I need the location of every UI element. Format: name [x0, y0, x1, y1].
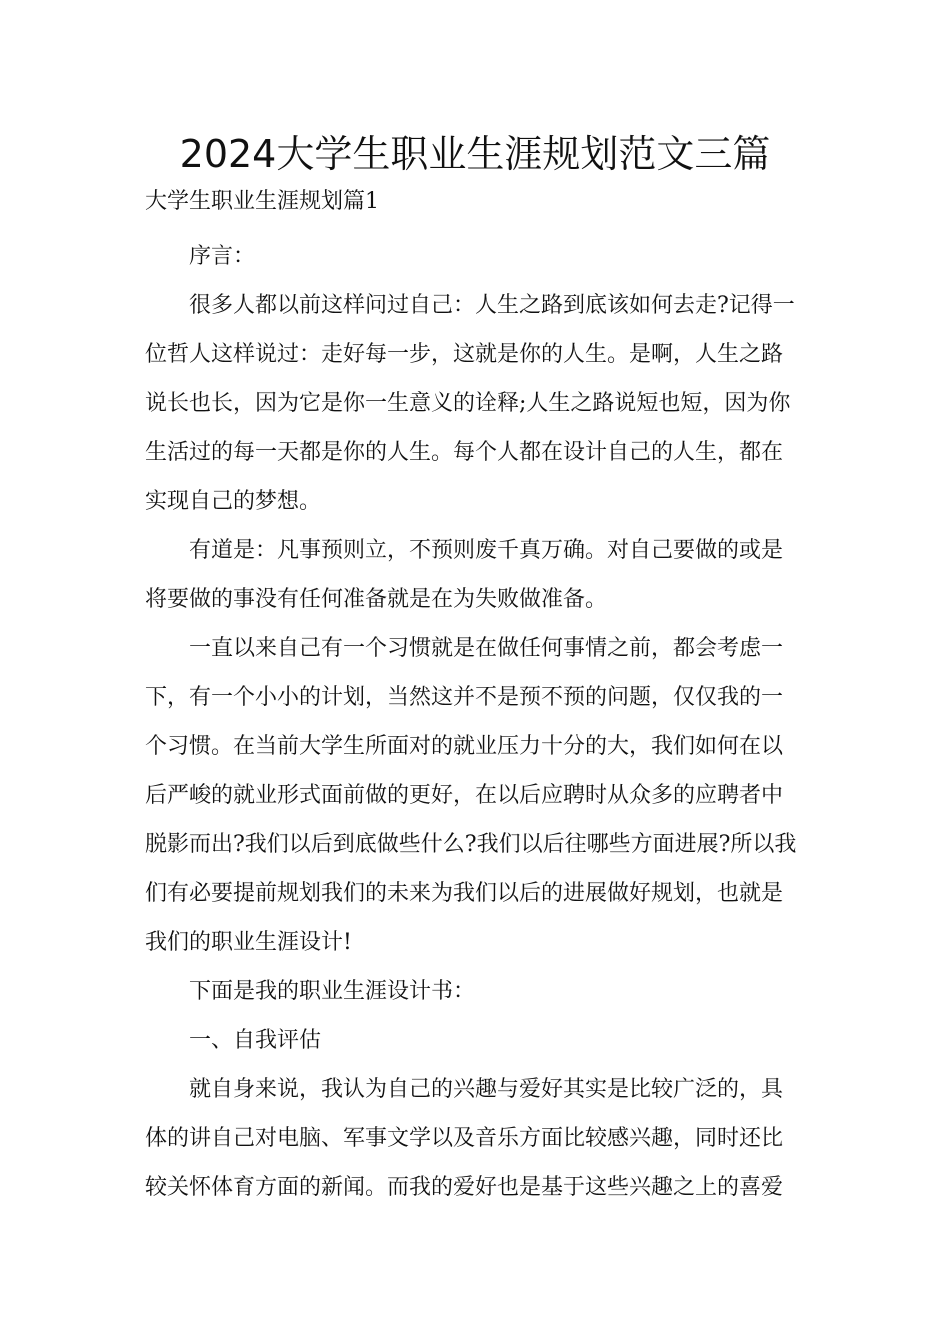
document-subtitle: 大学生职业生涯规划篇1 — [145, 189, 379, 214]
paragraph-line: 很多人都以前这样问过自己：人生之路到底该如何去走?记得一 — [189, 293, 795, 318]
document-title: 2024大学生职业生涯规划范文三篇 — [179, 132, 771, 176]
paragraph-preface-heading: 序言： — [189, 244, 256, 269]
document-body — [145, 232, 805, 1212]
paragraph-line: 们有必要提前规划我们的未来为我们以后的进展做好规划，也就是 — [145, 881, 784, 906]
paragraph-line: 说长也长，因为它是你一生意义的诠释;人生之路说短也短，因为你 — [145, 391, 791, 416]
paragraph-line: 将要做的事没有任何准备就是在为失败做准备。 — [145, 587, 608, 612]
paragraph-line: 个习惯。在当前大学生所面对的就业压力十分的大，我们如何在以 — [145, 734, 784, 759]
paragraph-line: 体的讲自己对电脑、军事文学以及音乐方面比较感兴趣，同时还比 — [145, 1126, 784, 1151]
paragraph-line: 较关怀体育方面的新闻。而我的爱好也是基于这些兴趣之上的喜爱 — [145, 1175, 784, 1200]
paragraph-line: 下面是我的职业生涯设计书： — [189, 979, 476, 1004]
paragraph-line: 我们的职业生涯设计! — [145, 930, 352, 955]
paragraph-line: 下，有一个小小的计划，当然这并不是预不预的问题，仅仅我的一 — [145, 685, 784, 710]
section-heading: 一、自我评估 — [189, 1028, 322, 1053]
paragraph-line: 有道是：凡事预则立，不预则废千真万确。对自己要做的或是 — [189, 538, 784, 563]
paragraph-line: 一直以来自己有一个习惯就是在做任何事情之前，都会考虑一 — [189, 636, 784, 661]
paragraph-line: 后严峻的就业形式面前做的更好，在以后应聘时从众多的应聘者中 — [145, 783, 784, 808]
paragraph-line: 位哲人这样说过：走好每一步，这就是你的人生。是啊，人生之路 — [145, 342, 784, 367]
paragraph-line: 生活过的每一天都是你的人生。每个人都在设计自己的人生，都在 — [145, 440, 784, 465]
paragraph-line: 脱影而出?我们以后到底做些什么?我们以后往哪些方面进展?所以我 — [145, 832, 797, 857]
paragraph-line: 就自身来说，我认为自己的兴趣与爱好其实是比较广泛的，具 — [189, 1077, 784, 1102]
paragraph-line: 实现自己的梦想。 — [145, 489, 322, 514]
